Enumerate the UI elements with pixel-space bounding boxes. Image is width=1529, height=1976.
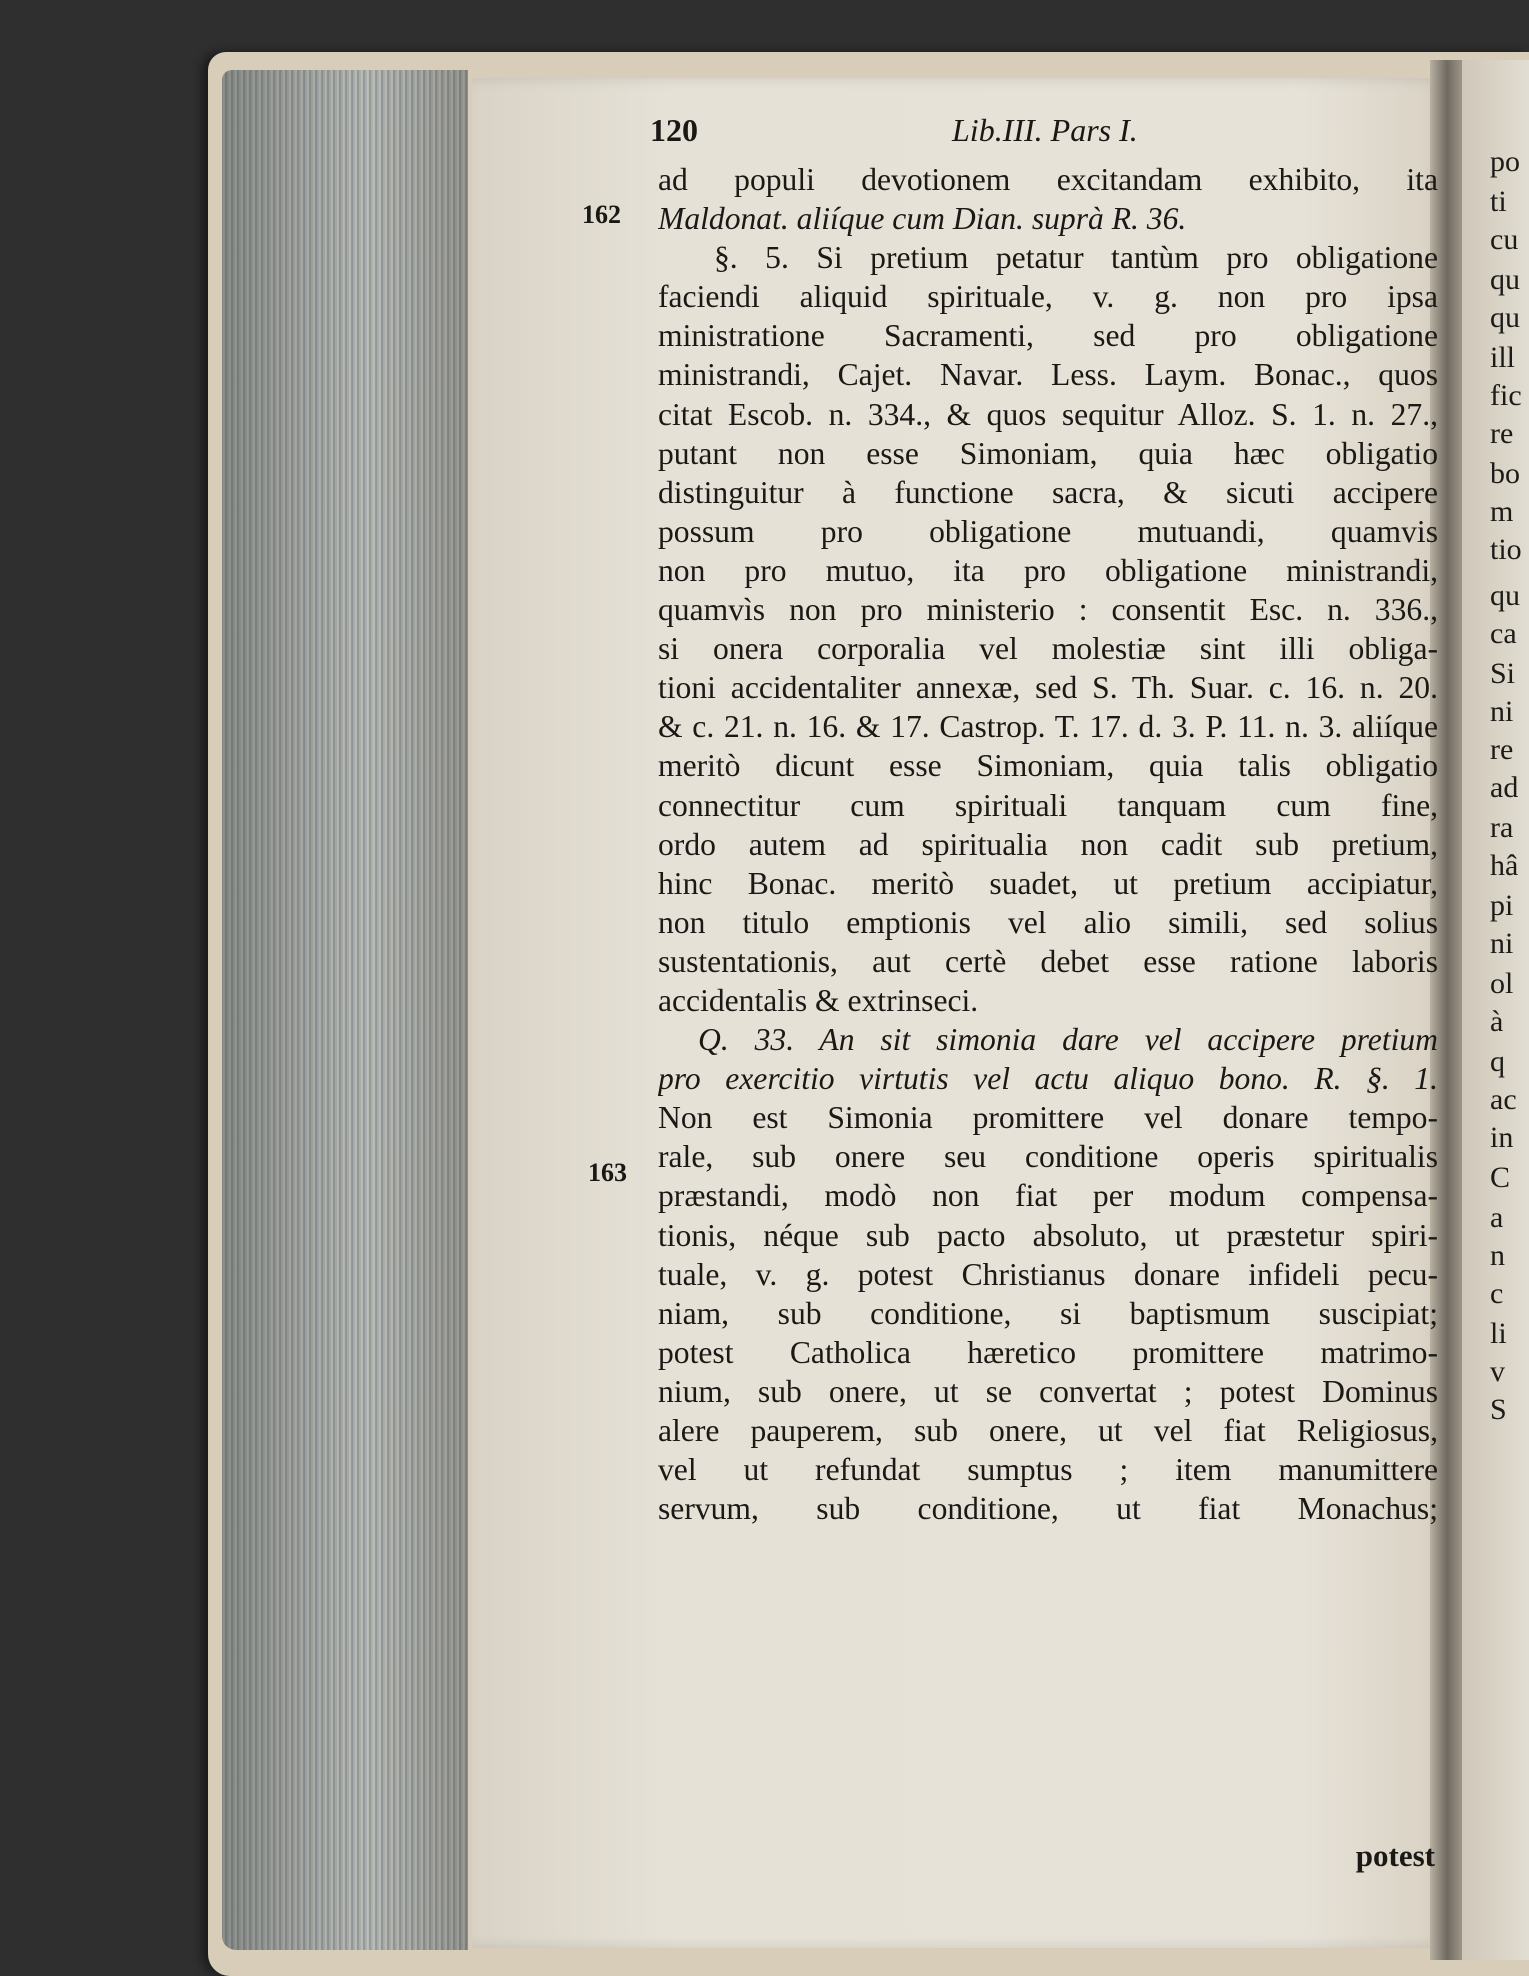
- facing-page-letters: m: [1490, 495, 1514, 528]
- page-number: 120: [650, 112, 698, 148]
- facing-page-letters: li: [1490, 1317, 1507, 1350]
- text-line: Non est Simonia promittere vel donare tempo-: [658, 1100, 1438, 1136]
- facing-page-letters: ti: [1490, 185, 1507, 218]
- text-line: alere pauperem, sub onere, ut vel fiat Religiosus,: [658, 1413, 1438, 1448]
- question-heading: Q. 33. An sit simonia dare vel accipere pretium: [698, 1022, 1438, 1058]
- text-line: servum, sub conditione, ut fiat Monachus;: [658, 1491, 1438, 1527]
- text-line: quamvìs non pro ministerio : consentit Esc. n. 336.,: [658, 592, 1438, 628]
- facing-page-letters: ni: [1490, 695, 1514, 728]
- text-line: faciendi aliquid spirituale, v. g. non pro ipsa: [658, 279, 1438, 315]
- page-block-shadow: [222, 70, 468, 1950]
- text-line: tioni accidentaliter annexæ, sed S. Th. Suar. c. 16. n. 20.: [658, 670, 1438, 706]
- text-line: connectitur cum spirituali tanquam cum fine,: [658, 787, 1438, 823]
- text-line: niam, sub conditione, si baptismum suscipiat;: [658, 1295, 1438, 1331]
- text-line: putant non esse Simoniam, quia hæc obligatio: [658, 435, 1438, 471]
- facing-page-letters: ol: [1490, 967, 1514, 1000]
- facing-page-letters: ca: [1490, 617, 1517, 650]
- text-line: tionis, néque sub pacto absoluto, ut præstetur spiri-: [658, 1217, 1438, 1253]
- text-line: possum pro obligatione mutuandi, quamvis: [658, 513, 1438, 549]
- text-line: sustentationis, aut certè debet esse ratione laboris: [658, 943, 1438, 979]
- facing-page-letters: bo: [1490, 457, 1520, 490]
- facing-page-letters: ra: [1490, 811, 1514, 844]
- text-line: ad populi devotionem excitandam exhibito, ita: [658, 162, 1438, 197]
- facing-page-letters: po: [1490, 145, 1520, 178]
- facing-page-letters: ni: [1490, 927, 1514, 960]
- text-line: Maldonat. aliíque cum Dian. suprà R. 36.: [658, 201, 1187, 237]
- text-line: meritò dicunt esse Simoniam, quia talis obligatio: [658, 748, 1438, 784]
- text-line: ministratione Sacramenti, sed pro obligatione: [658, 318, 1438, 354]
- facing-page-letters: S: [1490, 1393, 1507, 1426]
- facing-page-letters: a: [1490, 1201, 1504, 1234]
- facing-page-letters: re: [1490, 417, 1514, 450]
- text-line: vel ut refundat sumptus ; item manumittere: [658, 1452, 1438, 1488]
- facing-page-letters: qu: [1490, 301, 1520, 334]
- margin-number-162: 162: [582, 200, 621, 229]
- text-line: non titulo emptionis vel alio simili, sed solius: [658, 904, 1438, 940]
- facing-page-letters: à: [1490, 1005, 1504, 1038]
- text-line: ministrandi, Cajet. Navar. Less. Laym. Bonac., quos: [658, 357, 1438, 393]
- catchword: potest: [1355, 1838, 1435, 1873]
- facing-page-letters: qu: [1490, 579, 1520, 612]
- margin-number-163: 163: [588, 1158, 627, 1187]
- facing-page-letters: re: [1490, 733, 1514, 766]
- facing-page-letters: ill: [1490, 341, 1516, 374]
- facing-page-letters: ac: [1490, 1083, 1517, 1116]
- facing-page-letters: pi: [1490, 889, 1514, 922]
- text-line: nium, sub onere, ut se convertat ; potest Dominus: [658, 1373, 1438, 1409]
- text-line: non pro mutuo, ita pro obligatione ministrandi,: [658, 552, 1438, 588]
- text-line: & c. 21. n. 16. & 17. Castrop. T. 17. d. 3. P. 11. n. 3. aliíque: [658, 709, 1438, 745]
- facing-page-letters: c: [1490, 1277, 1504, 1310]
- facing-page-letters: q: [1490, 1045, 1505, 1078]
- facing-page-letters: C: [1490, 1161, 1511, 1194]
- question-heading: pro exercitio virtutis vel actu aliquo bono. R. §. 1.: [658, 1061, 1438, 1097]
- running-title: Lib.III. Pars I.: [952, 112, 1138, 148]
- facing-page-letters: v: [1490, 1355, 1505, 1388]
- facing-page-letters: hâ: [1490, 849, 1519, 882]
- page-header: [650, 112, 1190, 152]
- facing-page-letters: ad: [1490, 771, 1519, 804]
- facing-page-letters: fic: [1490, 379, 1522, 412]
- text-line: distinguitur à functione sacra, & sicuti accipere: [658, 474, 1438, 510]
- text-line: potest Catholica hæretico promittere matrimo-: [658, 1334, 1438, 1370]
- body-text: [658, 160, 1438, 1528]
- text-line: tuale, v. g. potest Christianus donare infideli pecu-: [658, 1256, 1438, 1292]
- facing-page-letters: qu: [1490, 263, 1520, 296]
- text-line: rale, sub onere seu conditione operis spiritualis: [658, 1139, 1438, 1175]
- facing-page-letters: n: [1490, 1239, 1505, 1272]
- text-line: §. 5. Si pretium petatur tantùm pro obligatione: [714, 240, 1438, 276]
- facing-page-letters: in: [1490, 1121, 1514, 1154]
- facing-page-fragment: [1462, 60, 1529, 1960]
- facing-page-letters: cu: [1490, 223, 1519, 256]
- facing-page-letters: Si: [1490, 657, 1516, 690]
- text-line: si onera corporalia vel molestiæ sint illi obliga-: [658, 631, 1438, 667]
- text-line: ordo autem ad spiritualia non cadit sub pretium,: [658, 826, 1438, 862]
- text-line: accidentalis & extrinseci.: [658, 982, 979, 1018]
- text-line: citat Escob. n. 334., & quos sequitur Alloz. S. 1. n. 27.,: [658, 396, 1438, 432]
- text-line: hinc Bonac. meritò suadet, ut pretium accipiatur,: [658, 865, 1438, 901]
- facing-page-letters: tio: [1490, 533, 1522, 566]
- text-line: præstandi, modò non fiat per modum compensa-: [658, 1178, 1438, 1214]
